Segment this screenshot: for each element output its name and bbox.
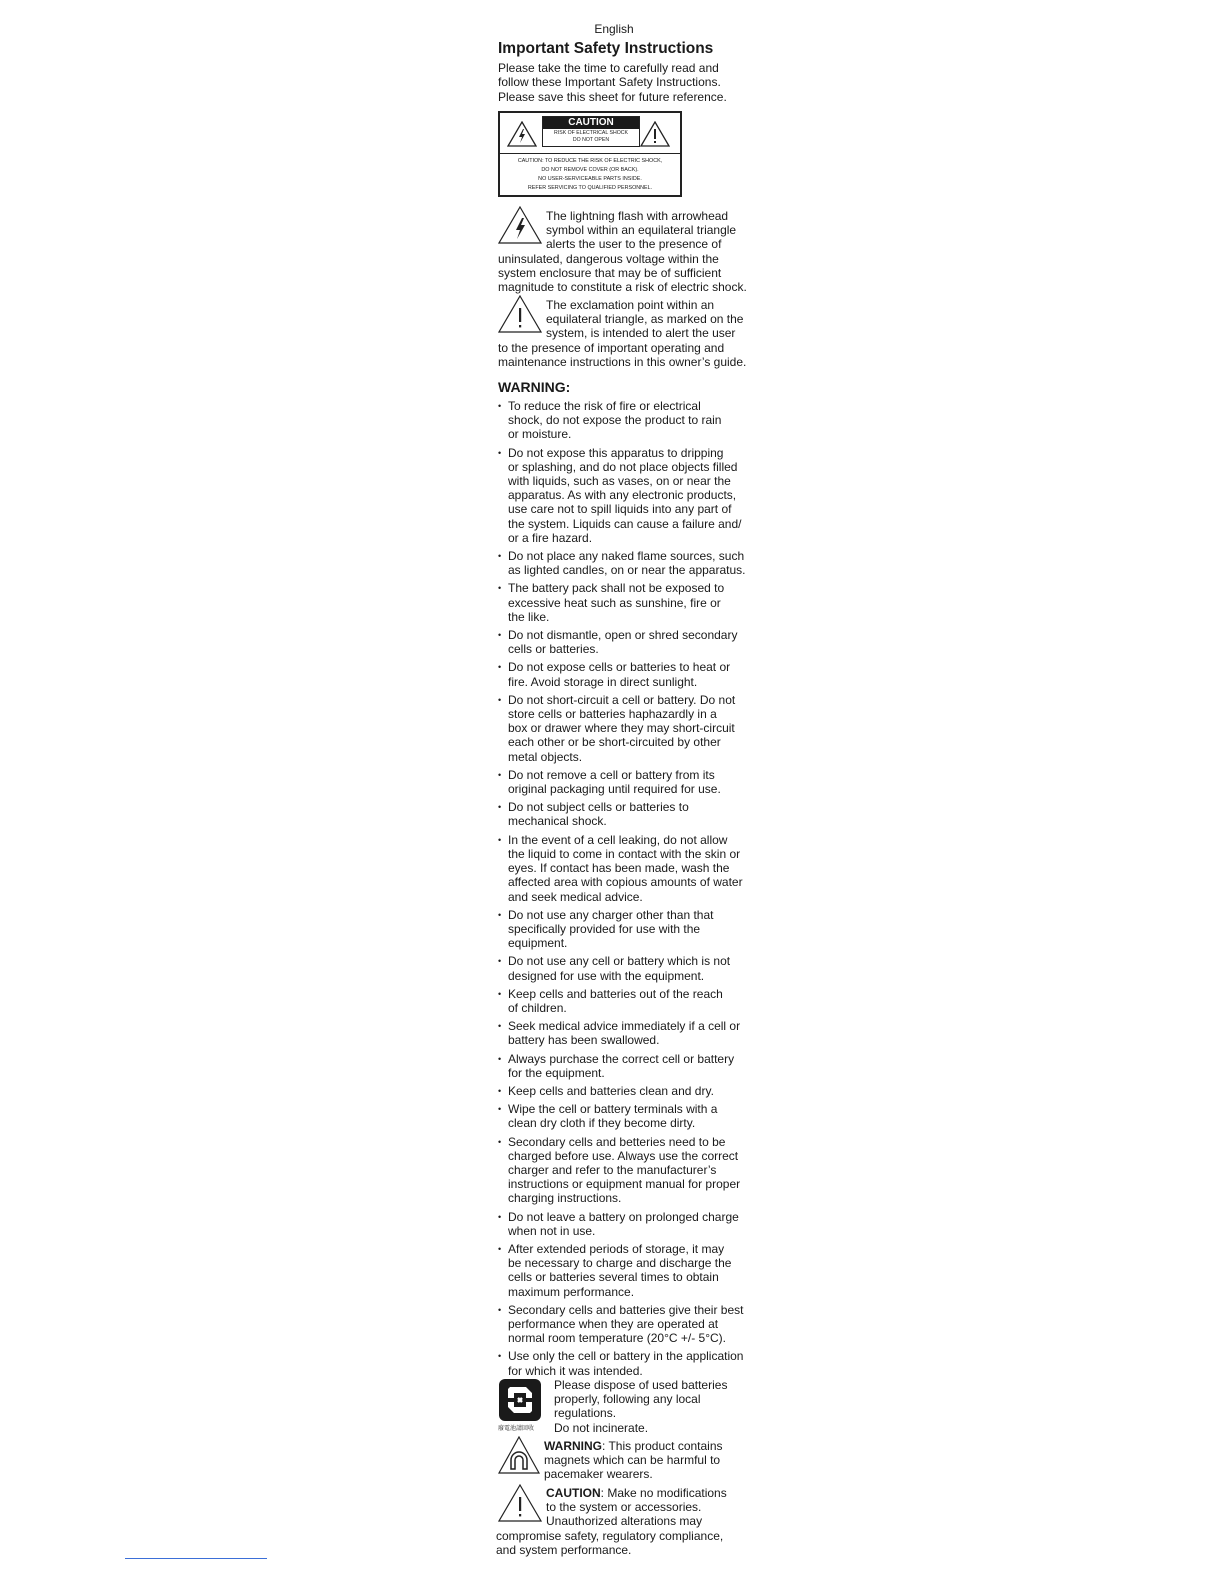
warning-item	[498, 1302, 744, 1346]
bullet-icon: •	[498, 1136, 502, 1147]
bullet-icon: •	[498, 769, 502, 780]
warning-item-line: To reduce the risk of fire or electrical	[508, 399, 701, 413]
warning-item	[498, 1209, 739, 1238]
disposal-line: Please dispose of used batteries	[554, 1378, 728, 1392]
warning-item-line: instructions or equipment manual for proper	[508, 1177, 741, 1192]
warning-item-line: of children.	[508, 1000, 567, 1015]
caution-line: and system performance.	[496, 1542, 632, 1557]
warning-list	[498, 399, 746, 1382]
disposal-line: regulations.	[554, 1406, 617, 1421]
bullet-icon: •	[498, 694, 502, 705]
warning-item-line: Do not place any naked flame sources, such	[508, 549, 745, 564]
page-title: Important Safety Instructions	[498, 40, 714, 57]
warning-item-line: Secondary cells and batteries give their best	[508, 1302, 744, 1317]
exclamation-line: The exclamation point within an	[546, 298, 715, 312]
lightning-line: The lightning flash with arrowhead	[546, 209, 729, 223]
warning-item-line: mechanical shock.	[508, 814, 607, 829]
lightning-line: magnitude to constitute a risk of electric shock.	[498, 280, 747, 295]
warning-item-line: specifically provided for use with the	[508, 921, 701, 936]
warning-item	[498, 1349, 744, 1378]
magnet-warning-line: pacemaker wearers.	[544, 1467, 653, 1482]
warning-item-line: Do not dismantle, open or shred secondary	[508, 628, 738, 643]
warning-heading: WARNING:	[498, 379, 571, 395]
warning-item-line: metal objects.	[508, 749, 583, 764]
disposal-line: Do not incinerate.	[554, 1420, 649, 1435]
warning-item	[498, 1019, 741, 1048]
disposal-text	[554, 1378, 734, 1435]
warning-item-line: or splashing, and do not place objects filled	[508, 459, 738, 474]
caution-header: CAUTION	[543, 117, 639, 129]
magnet-warning-text	[544, 1439, 734, 1482]
caution-line	[496, 1486, 736, 1500]
warning-item-line: store cells or batteries haphazardly in a	[508, 707, 717, 722]
warning-item-line: Wipe the cell or battery terminals with a	[508, 1102, 718, 1117]
warning-item-line: the like.	[508, 609, 550, 624]
warning-item-line: Secondary cells and betteries need to be	[508, 1134, 726, 1149]
caution-footer-line: DO NOT REMOVE COVER (OR BACK).	[541, 167, 639, 173]
warning-item-line: for the equipment.	[508, 1065, 605, 1080]
warning-item-line: each other or be short-circuited by other	[508, 735, 721, 750]
recycle-caption: 廢電池請回收	[498, 1426, 535, 1432]
warning-item-line: Do not expose this apparatus to dripping	[508, 445, 724, 460]
battery-recycle-icon	[498, 1378, 542, 1427]
exclamation-line: equilateral triangle, as marked on the	[546, 312, 744, 327]
warning-item-line: maximum performance.	[508, 1284, 635, 1299]
warning-item-line: battery has been swallowed.	[508, 1033, 660, 1048]
bullet-icon: •	[498, 583, 502, 594]
caution-line: compromise safety, regulatory compliance,	[496, 1528, 724, 1543]
warning-item-line: the liquid to come in contact with the skin or	[508, 846, 741, 861]
caution-sub-line: DO NOT OPEN	[572, 137, 610, 143]
warning-item	[498, 399, 730, 442]
warning-item-line: Always purchase the correct cell or battery	[508, 1051, 735, 1066]
caution-footer-line: CAUTION: TO REDUCE THE RISK OF ELECTRIC SHOCK,	[517, 158, 663, 164]
exclamation-description	[498, 298, 747, 369]
caution-divider	[500, 153, 680, 154]
bullet-icon: •	[498, 662, 502, 673]
caution-footer-line: NO USER-SERVICEABLE PARTS INSIDE.	[538, 176, 642, 182]
warning-item-line: be necessary to charge and discharge the	[508, 1256, 732, 1271]
warning-item-line: Do not remove a cell or battery from its	[508, 767, 715, 782]
warning-item-line: Keep cells and batteries clean and dry.	[508, 1083, 714, 1098]
magnet-warning-label: WARNING	[544, 1439, 602, 1453]
exclamation-line: to the presence of important operating and	[498, 340, 725, 355]
warning-item	[498, 1102, 730, 1130]
intro-line: follow these Important Safety Instructions.	[498, 75, 721, 90]
bullet-icon: •	[498, 834, 502, 845]
language-label: English	[594, 22, 634, 36]
warning-item	[498, 549, 746, 578]
warning-item-line: shock, do not expose the product to rain	[508, 413, 722, 428]
warning-item-line: fire. Avoid storage in direct sunlight.	[508, 674, 698, 689]
warning-item-line: use care not to spill liquids into any part of	[508, 502, 732, 517]
warning-item	[498, 660, 730, 688]
exclamation-line: maintenance instructions in this owner’s guide.	[498, 354, 747, 369]
warning-item-line: designed for use with the equipment.	[508, 968, 705, 983]
warning-item-line: Do not subject cells or batteries to	[508, 800, 689, 815]
bullet-icon: •	[498, 1104, 502, 1115]
warning-item-line: the system. Liquids can cause a failure and/	[508, 516, 742, 531]
warning-item	[498, 987, 730, 1015]
caution-label-box	[498, 111, 682, 197]
caution-header-block	[542, 116, 640, 147]
lightning-line: uninsulated, dangerous voltage within the	[498, 251, 719, 266]
warning-item-line: The battery pack shall not be exposed to	[508, 581, 725, 596]
warning-item-line: After extended periods of storage, it may	[508, 1241, 725, 1256]
warning-item	[498, 1242, 730, 1299]
bullet-icon: •	[498, 1243, 502, 1254]
bullet-icon: •	[498, 956, 502, 967]
warning-item-line: charging instructions.	[508, 1191, 622, 1206]
warning-item	[498, 445, 742, 545]
bullet-icon: •	[498, 1211, 502, 1222]
warning-item	[498, 628, 738, 657]
warning-item-line: Do not expose cells or batteries to heat or	[508, 660, 731, 675]
warning-item	[498, 954, 730, 982]
warning-item-line: Keep cells and batteries out of the reach	[508, 986, 723, 1001]
warning-item	[498, 800, 730, 828]
caution-line: Unauthorized alterations may	[546, 1514, 703, 1529]
warning-item-line: performance when they are operated at	[508, 1316, 719, 1331]
warning-item-line: Do not leave a battery on prolonged charge	[508, 1209, 739, 1224]
warning-item-line: normal room temperature (20°C +/- 5°C).	[508, 1331, 727, 1346]
warning-item-line: for which it was intended.	[508, 1363, 643, 1378]
bullet-icon: •	[498, 988, 502, 999]
modification-caution-text	[496, 1486, 736, 1557]
warning-item-line: with liquids, such as vases, on or near the	[508, 474, 731, 489]
bottom-rule	[125, 1558, 267, 1559]
warning-item	[498, 832, 743, 904]
caution-footer-line: REFER SERVICING TO QUALIFIED PERSONNEL.	[527, 185, 653, 191]
warning-item-line: Use only the cell or battery in the application	[508, 1349, 744, 1364]
warning-item-line: or a fire hazard.	[508, 530, 593, 545]
lightning-line: symbol within an equilateral triangle	[546, 223, 737, 238]
bullet-icon: •	[498, 551, 502, 562]
warning-item-line: In the event of a cell leaking, do not allow	[508, 832, 728, 847]
warning-item-line: when not in use.	[508, 1223, 596, 1238]
warning-item-line: Do not short-circuit a cell or battery. Do not	[508, 692, 736, 707]
warning-item-line: equipment.	[508, 936, 568, 951]
bullet-icon: •	[498, 802, 502, 813]
warning-item-line: cells or batteries.	[508, 642, 599, 657]
warning-item	[498, 1084, 730, 1098]
warning-item	[498, 692, 736, 764]
warning-item-line: clean dry cloth if they become dirty.	[508, 1116, 696, 1131]
disposal-line: properly, following any local	[554, 1392, 701, 1407]
bullet-icon: •	[498, 1085, 502, 1096]
warning-item-line: or moisture.	[508, 427, 572, 442]
warning-item-line: excessive heat such as sunshine, fire or	[508, 595, 721, 610]
intro-line: Please take the time to carefully read and	[498, 61, 719, 75]
intro-paragraph	[498, 61, 730, 104]
lightning-line: alerts the user to the presence of	[546, 237, 722, 252]
magnet-warning-icon	[498, 1436, 540, 1479]
caution-footer	[500, 157, 680, 193]
warning-item	[498, 1134, 741, 1206]
lightning-triangle-icon	[507, 121, 537, 152]
warning-item	[498, 908, 730, 951]
warning-item-line: Do not use any charger other than that	[508, 907, 714, 922]
warning-item-line: and seek medical advice.	[508, 889, 643, 904]
exclamation-triangle-icon	[640, 121, 670, 152]
caution-sub	[543, 129, 639, 146]
bullet-icon: •	[498, 447, 502, 458]
warning-item-line: box or drawer where they may short-circuit	[508, 721, 735, 736]
warning-item-line: eyes. If contact has been made, wash the	[508, 861, 730, 876]
modification-caution-label: CAUTION	[546, 1486, 601, 1500]
warning-item-line: charger and refer to the manufacturer’s	[508, 1162, 717, 1177]
bullet-icon: •	[498, 909, 502, 920]
warning-item-line: Do not use any cell or battery which is not	[508, 954, 731, 969]
warning-item-line: Seek medical advice immediately if a cell or	[508, 1019, 741, 1034]
caution-line: to the system or accessories.	[546, 1500, 702, 1515]
caution-line-text: : Make no modifications	[600, 1486, 727, 1500]
bullet-icon: •	[498, 1021, 502, 1032]
exclamation-line: system, is intended to alert the user	[546, 326, 736, 341]
warning-item-line: original packaging until required for use.	[508, 782, 721, 797]
bullet-icon: •	[498, 1304, 502, 1315]
magnet-warning-line-text: : This product contains	[602, 1439, 723, 1453]
caution-sub-line: RISK OF ELECTRICAL SHOCK	[554, 130, 628, 136]
warning-item	[498, 1051, 735, 1080]
bullet-icon: •	[498, 1053, 502, 1064]
bullet-icon: •	[498, 630, 502, 641]
warning-item-line: as lighted candles, on or near the apparatus.	[508, 563, 746, 578]
lightning-line: system enclosure that may be of sufficient	[498, 265, 722, 280]
warning-item	[498, 581, 730, 624]
warning-item	[498, 768, 730, 796]
magnet-warning-line: magnets which can be harmful to	[544, 1453, 721, 1468]
lightning-description	[498, 209, 747, 295]
intro-line: Please save this sheet for future reference.	[498, 89, 727, 104]
bullet-icon: •	[498, 1351, 502, 1362]
warning-item-line: affected area with copious amounts of water	[508, 875, 743, 890]
bullet-icon: •	[498, 401, 502, 411]
warning-item-line: apparatus. As with any electronic products,	[508, 488, 737, 503]
magnet-warning-line	[544, 1439, 734, 1453]
warning-item-line: charged before use. Always use the correct	[508, 1148, 739, 1163]
warning-item-line: cells or batteries several times to obtain	[508, 1270, 719, 1285]
